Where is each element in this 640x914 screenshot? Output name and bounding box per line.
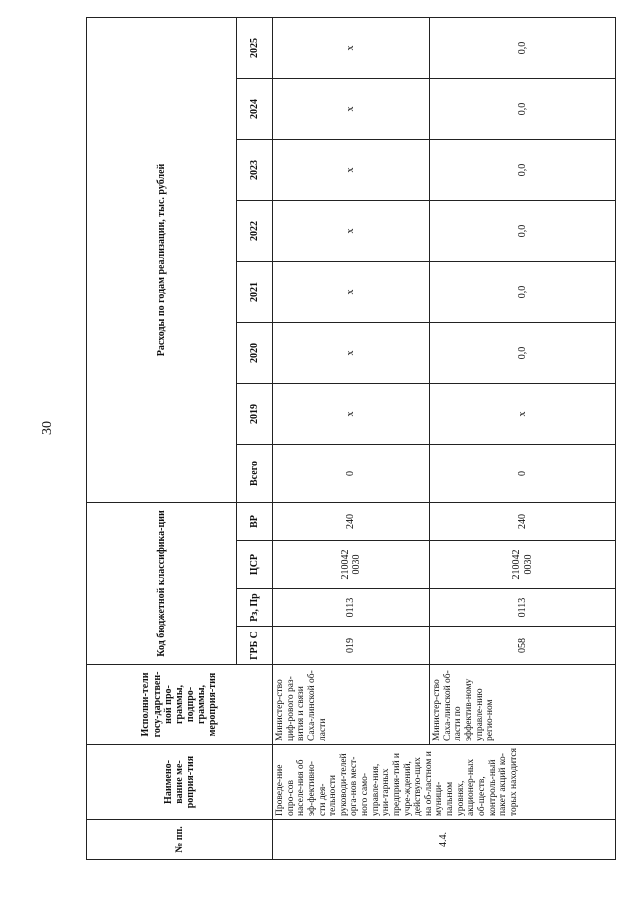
- header-expenses: Расходы по годам реализации, тыс. рублей: [87, 17, 237, 502]
- header-year-2022: 2022: [237, 201, 273, 262]
- row-value: x: [273, 384, 430, 445]
- header-executor: Исполни-тели госу-дарствен-ной про-граммы, подпро-граммы, мероприя-тия: [87, 665, 273, 745]
- header-num: № пп.: [87, 820, 273, 860]
- row-value: x: [273, 17, 430, 78]
- row-vr: 240: [273, 503, 430, 541]
- row-vr: 240: [430, 503, 616, 541]
- rotated-table-container: [86, 20, 616, 860]
- row-value: 0,0: [430, 140, 616, 201]
- table-row: [430, 17, 616, 859]
- header-total: Всего: [237, 445, 273, 503]
- row-executor: Министер-ство Саха-линской об-ласти по эффектив-ному управле-нию регио-ном: [430, 665, 616, 745]
- table-row: [273, 17, 430, 859]
- row-value: x: [273, 323, 430, 384]
- header-grbs: ГРБ С: [237, 627, 273, 665]
- row-value: 0,0: [430, 323, 616, 384]
- row-executor: Министер-ство циф-рового раз-вития и связи Саха-линской об-ласти: [273, 665, 430, 745]
- header-year-2021: 2021: [237, 262, 273, 323]
- header-budget-code: Код бюджетной классифика-ции: [87, 503, 237, 665]
- header-year-2024: 2024: [237, 79, 273, 140]
- row-value: 0,0: [430, 79, 616, 140]
- expenses-table: [86, 17, 616, 860]
- page-number: 30: [40, 421, 55, 435]
- row-value: x: [273, 201, 430, 262]
- header-year-2019: 2019: [237, 384, 273, 445]
- row-value: 0,0: [430, 201, 616, 262]
- row-csr: 210042 0030: [430, 541, 616, 589]
- header-year-2025: 2025: [237, 17, 273, 78]
- header-year-2020: 2020: [237, 323, 273, 384]
- row-value: x: [273, 262, 430, 323]
- row-total: 0: [430, 445, 616, 503]
- item-number: 4.4.: [273, 820, 616, 860]
- header-name: Наимено-вание ме-роприя-тия: [87, 745, 273, 820]
- row-grbs: 058: [430, 627, 616, 665]
- item-name: Проведе-ние опро-сов населе-ния об эф-фективно-сти дея-тельности руководи-телей орга-нов мест-ного само-управле-ния, уни-тарных предприя-тий и учре-ждений, действую-щих на об-ластном и муници-пальном уровнях, акционер-ных об-ществ, контроль-ный пакет акций ко-торых находится: [273, 745, 616, 820]
- header-rz-pr: Рз, Пр: [237, 589, 273, 627]
- header-vr: ВР: [237, 503, 273, 541]
- row-grbs: 019: [273, 627, 430, 665]
- row-value: x: [430, 384, 616, 445]
- row-csr: 210042 0030: [273, 541, 430, 589]
- row-total: 0: [273, 445, 430, 503]
- header-csr: ЦСР: [237, 541, 273, 589]
- row-value: x: [273, 79, 430, 140]
- row-value: x: [273, 140, 430, 201]
- row-value: 0,0: [430, 17, 616, 78]
- row-value: 0,0: [430, 262, 616, 323]
- row-rz-pr: 0113: [273, 589, 430, 627]
- row-rz-pr: 0113: [430, 589, 616, 627]
- header-year-2023: 2023: [237, 140, 273, 201]
